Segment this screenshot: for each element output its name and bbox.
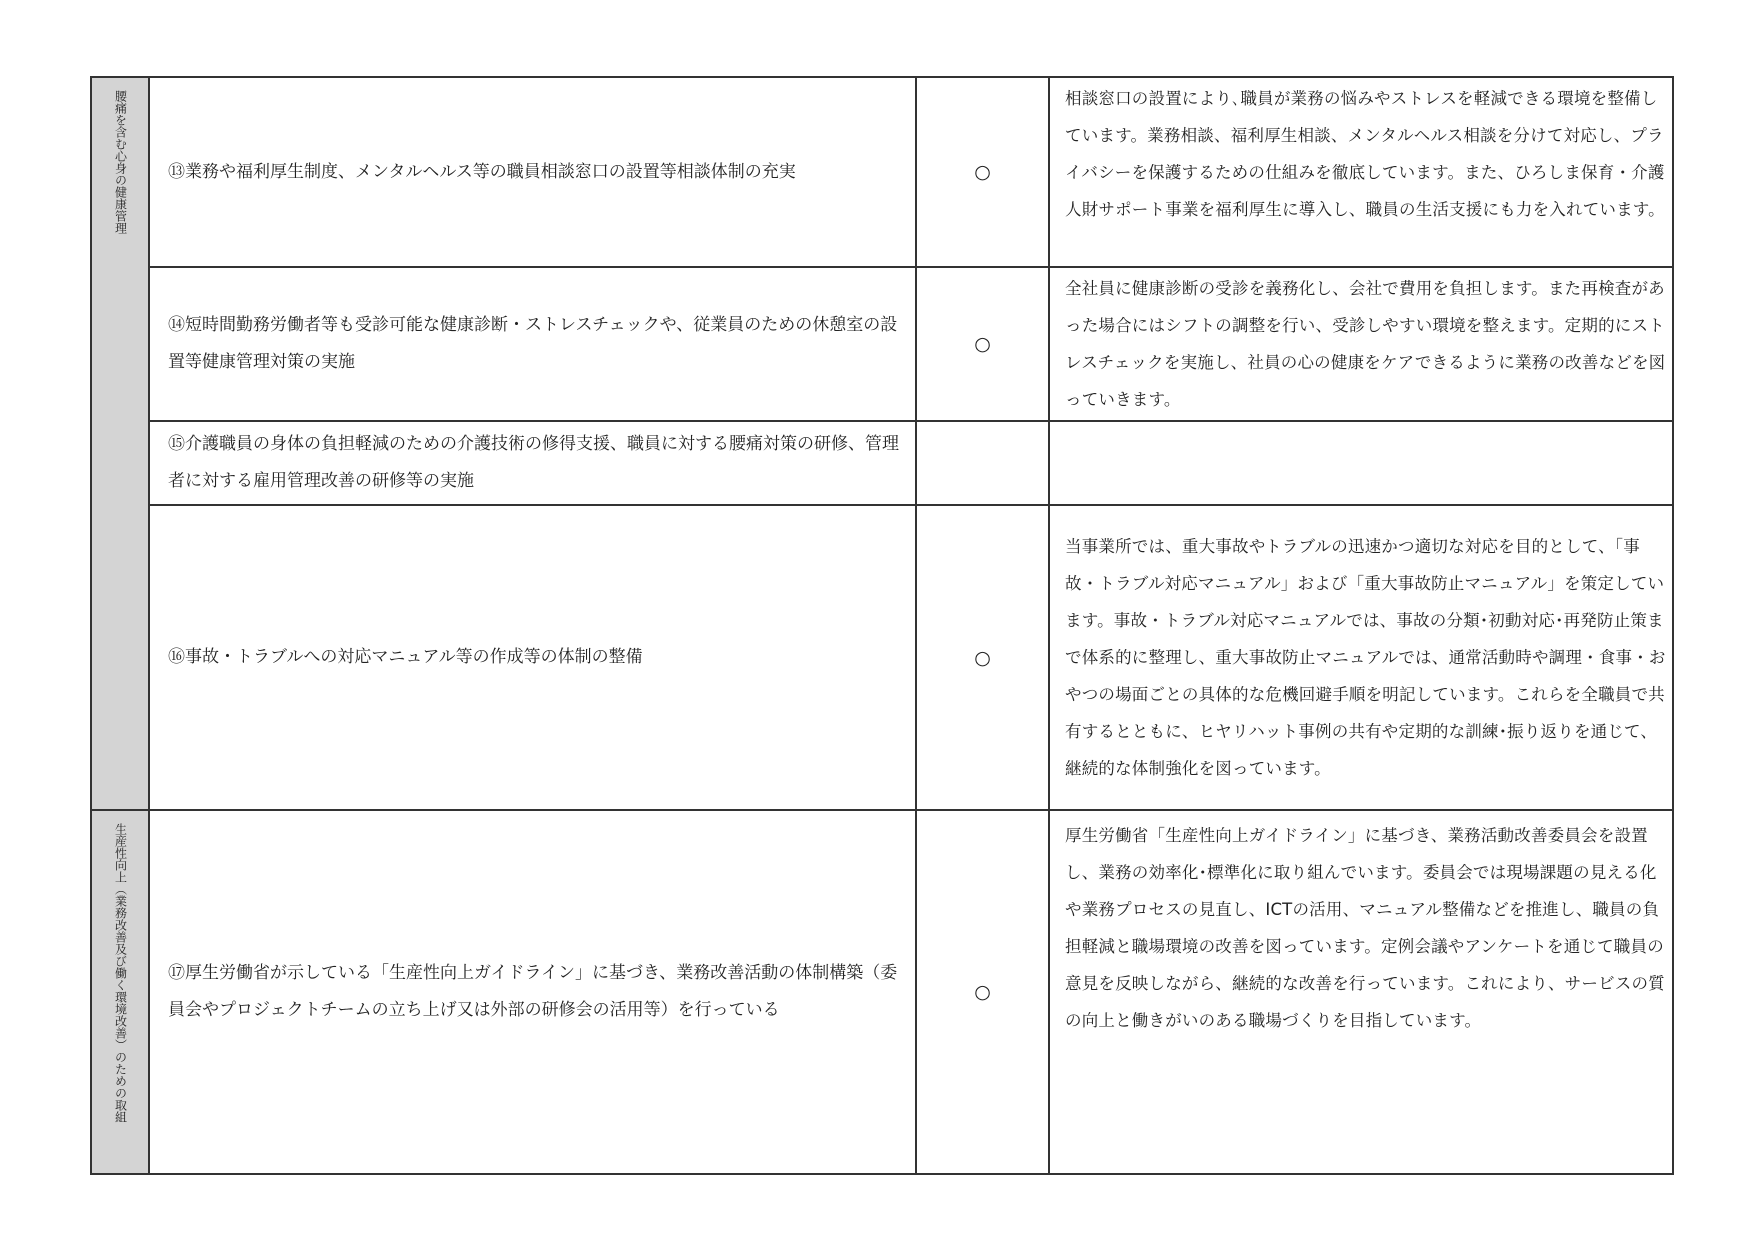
mark-cell: ○ [916,267,1049,421]
item-cell: ⑯事故・トラブルへの対応マニュアル等の作成等の体制の整備 [149,505,916,810]
table-row [91,267,1673,421]
table-row [91,77,1673,267]
mark-cell [916,421,1049,505]
category-cell [91,77,149,810]
table-row [91,810,1673,1174]
description-cell: 全社員に健康診断の受診を義務化し、会社で費用を負担します。また再検査があった場合にはシフトの調整を行い、受診しやすい環境を整えます。定期的にストレスチェックを実施し、社員の心の健康をケアできるように業務の改善などを図っていきます。 [1049,267,1673,421]
description-cell: 厚生労働省「生産性向上ガイドライン」に基づき、業務活動改善委員会を設置し、業務の効率化･標準化に取り組んでいます。委員会では現場課題の見える化や業務プロセスの見直し、ICTの活用、マニュアル整備などを推進し、職員の負担軽減と職場環境の改善を図っています。定例会議やアンケートを通じて職員の意見を反映しながら、継続的な改善を行っています。これにより、サービスの質の向上と働きがいのある職場づくりを目指しています。 [1049,810,1673,1174]
mark-cell: ○ [916,505,1049,810]
mark-cell: ○ [916,77,1049,267]
item-cell: ⑮介護職員の身体の負担軽減のための介護技術の修得支援、職員に対する腰痛対策の研修、管理者に対する雇用管理改善の研修等の実施 [149,421,916,505]
category-label: 生産性向上（業務改善及び働く環境改善）のための取組 [113,823,128,1123]
category-label: 腰痛を含む心身の健康管理 [113,90,128,234]
item-cell: ⑬業務や福利厚生制度、メンタルヘルス等の職員相談窓口の設置等相談体制の充実 [149,77,916,267]
description-cell [1049,421,1673,505]
category-cell [91,810,149,1174]
mark-cell: ○ [916,810,1049,1174]
item-cell: ⑰厚生労働省が示している「生産性向上ガイドライン」に基づき、業務改善活動の体制構築（委員会やプロジェクトチームの立ち上げ又は外部の研修会の活用等）を行っている [149,810,916,1174]
table-row [91,421,1673,505]
table-row [91,505,1673,810]
item-cell: ⑭短時間勤務労働者等も受診可能な健康診断・ストレスチェックや、従業員のための休憩室の設置等健康管理対策の実施 [149,267,916,421]
measures-table [90,76,1674,1175]
description-cell: 当事業所では、重大事故やトラブルの迅速かつ適切な対応を目的として、「事故・トラブル対応マニュアル」および「重大事故防止マニュアル」を策定しています。事故・トラブル対応マニュアルでは、事故の分類･初動対応･再発防止策まで体系的に整理し、重大事故防止マニュアルでは、通常活動時や調理・食事・おやつの場面ごとの具体的な危機回避手順を明記しています。これらを全職員で共有するとともに、ヒヤリハット事例の共有や定期的な訓練･振り返りを通じて、継続的な体制強化を図っています。 [1049,505,1673,810]
description-cell: 相談窓口の設置により､職員が業務の悩みやストレスを軽減できる環境を整備しています。業務相談、福利厚生相談、メンタルヘルス相談を分けて対応し、プライバシーを保護するための仕組みを徹底しています。また、ひろしま保育・介護人財サポート事業を福利厚生に導入し、職員の生活支援にも力を入れています。 [1049,77,1673,267]
